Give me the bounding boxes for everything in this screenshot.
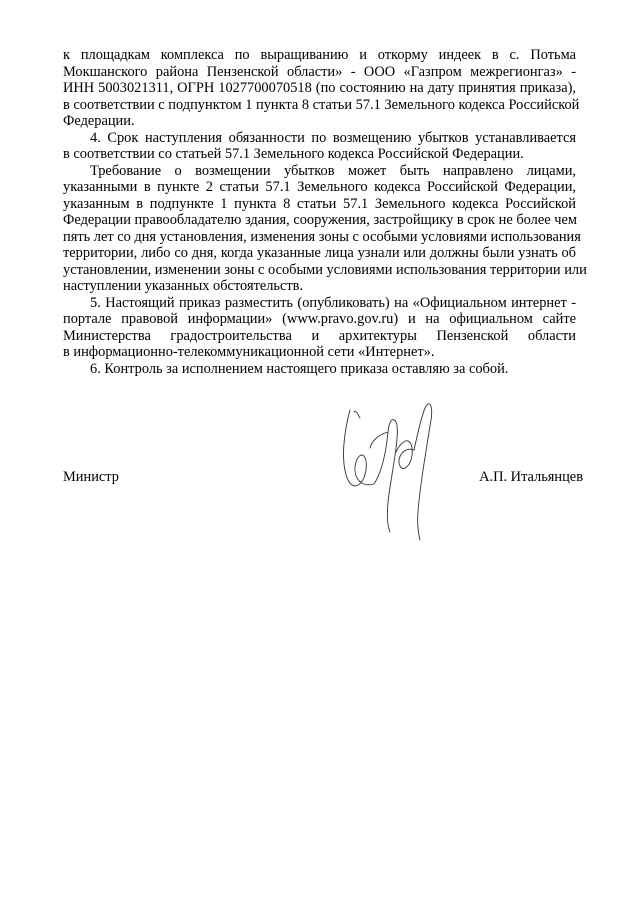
text-line: ИНН 5003021311, ОГРН 1027700070518 (по состоянию на дату принятия приказа), — [63, 80, 576, 96]
text-line: 5. Настоящий приказ разместить (опубликовать) на «Официальном интернет - — [90, 294, 576, 311]
signatory-role: Министр — [63, 469, 119, 485]
text-line: портале правовой информации» (www.pravo.gov.ru) и на официальном сайте — [63, 311, 576, 327]
text-line: территории, либо со дня, когда указанные лица узнали или должны были узнать об — [63, 245, 576, 261]
text-line: установлении, изменении зоны с особыми условиями использования территории или — [63, 261, 587, 278]
paragraph — [63, 130, 576, 163]
paragraph — [63, 162, 587, 295]
text-line: Требование о возмещении убытков может быть направлено лицами, — [90, 162, 576, 179]
text-line: Мокшанского района Пензенской области» - ООО «Газпром межрегионгаз» - — [63, 63, 576, 80]
text-line: 4. Срок наступления обязанности по возмещению убытков устанавливается — [90, 129, 576, 146]
signature-row — [63, 469, 583, 487]
signatory-name: А.П. Итальянцев — [479, 469, 583, 485]
text-line: 6. Контроль за исполнением настоящего приказа оставляю за собой. — [90, 360, 509, 377]
text-line: Федерации правообладателю здания, сооружения, застройщику в срок не более чем — [63, 212, 577, 228]
text-line: в информационно-телекоммуникационной сети «Интернет». — [63, 344, 435, 360]
text-line: пять лет со дня установления, изменения зоны с особыми условиями использования — [63, 228, 581, 245]
paragraph — [63, 295, 576, 361]
paragraph — [63, 361, 576, 378]
document-body — [63, 47, 587, 377]
text-line: в соответствии со статьей 57.1 Земельного кодекса Российской Федерации. — [63, 146, 524, 162]
paragraph — [63, 47, 580, 130]
text-line: наступлении указанных обстоятельств. — [63, 278, 304, 294]
text-line: Министерства градостроительства и архитектуры Пензенской области — [63, 327, 576, 344]
text-line: Федерации. — [63, 113, 135, 129]
text-line: в соответствии с подпунктом 1 пункта 8 статьи 57.1 Земельного кодекса Российской — [63, 96, 580, 113]
text-line: к площадкам комплекса по выращиванию и откорму индеек в с. Потьма — [63, 47, 576, 63]
text-line: указанными в пункте 2 статьи 57.1 Земельного кодекса Российской Федерации, — [63, 179, 576, 195]
text-line: указанным в подпункте 1 пункта 8 статьи 57.1 Земельного кодекса Российской — [63, 195, 576, 212]
